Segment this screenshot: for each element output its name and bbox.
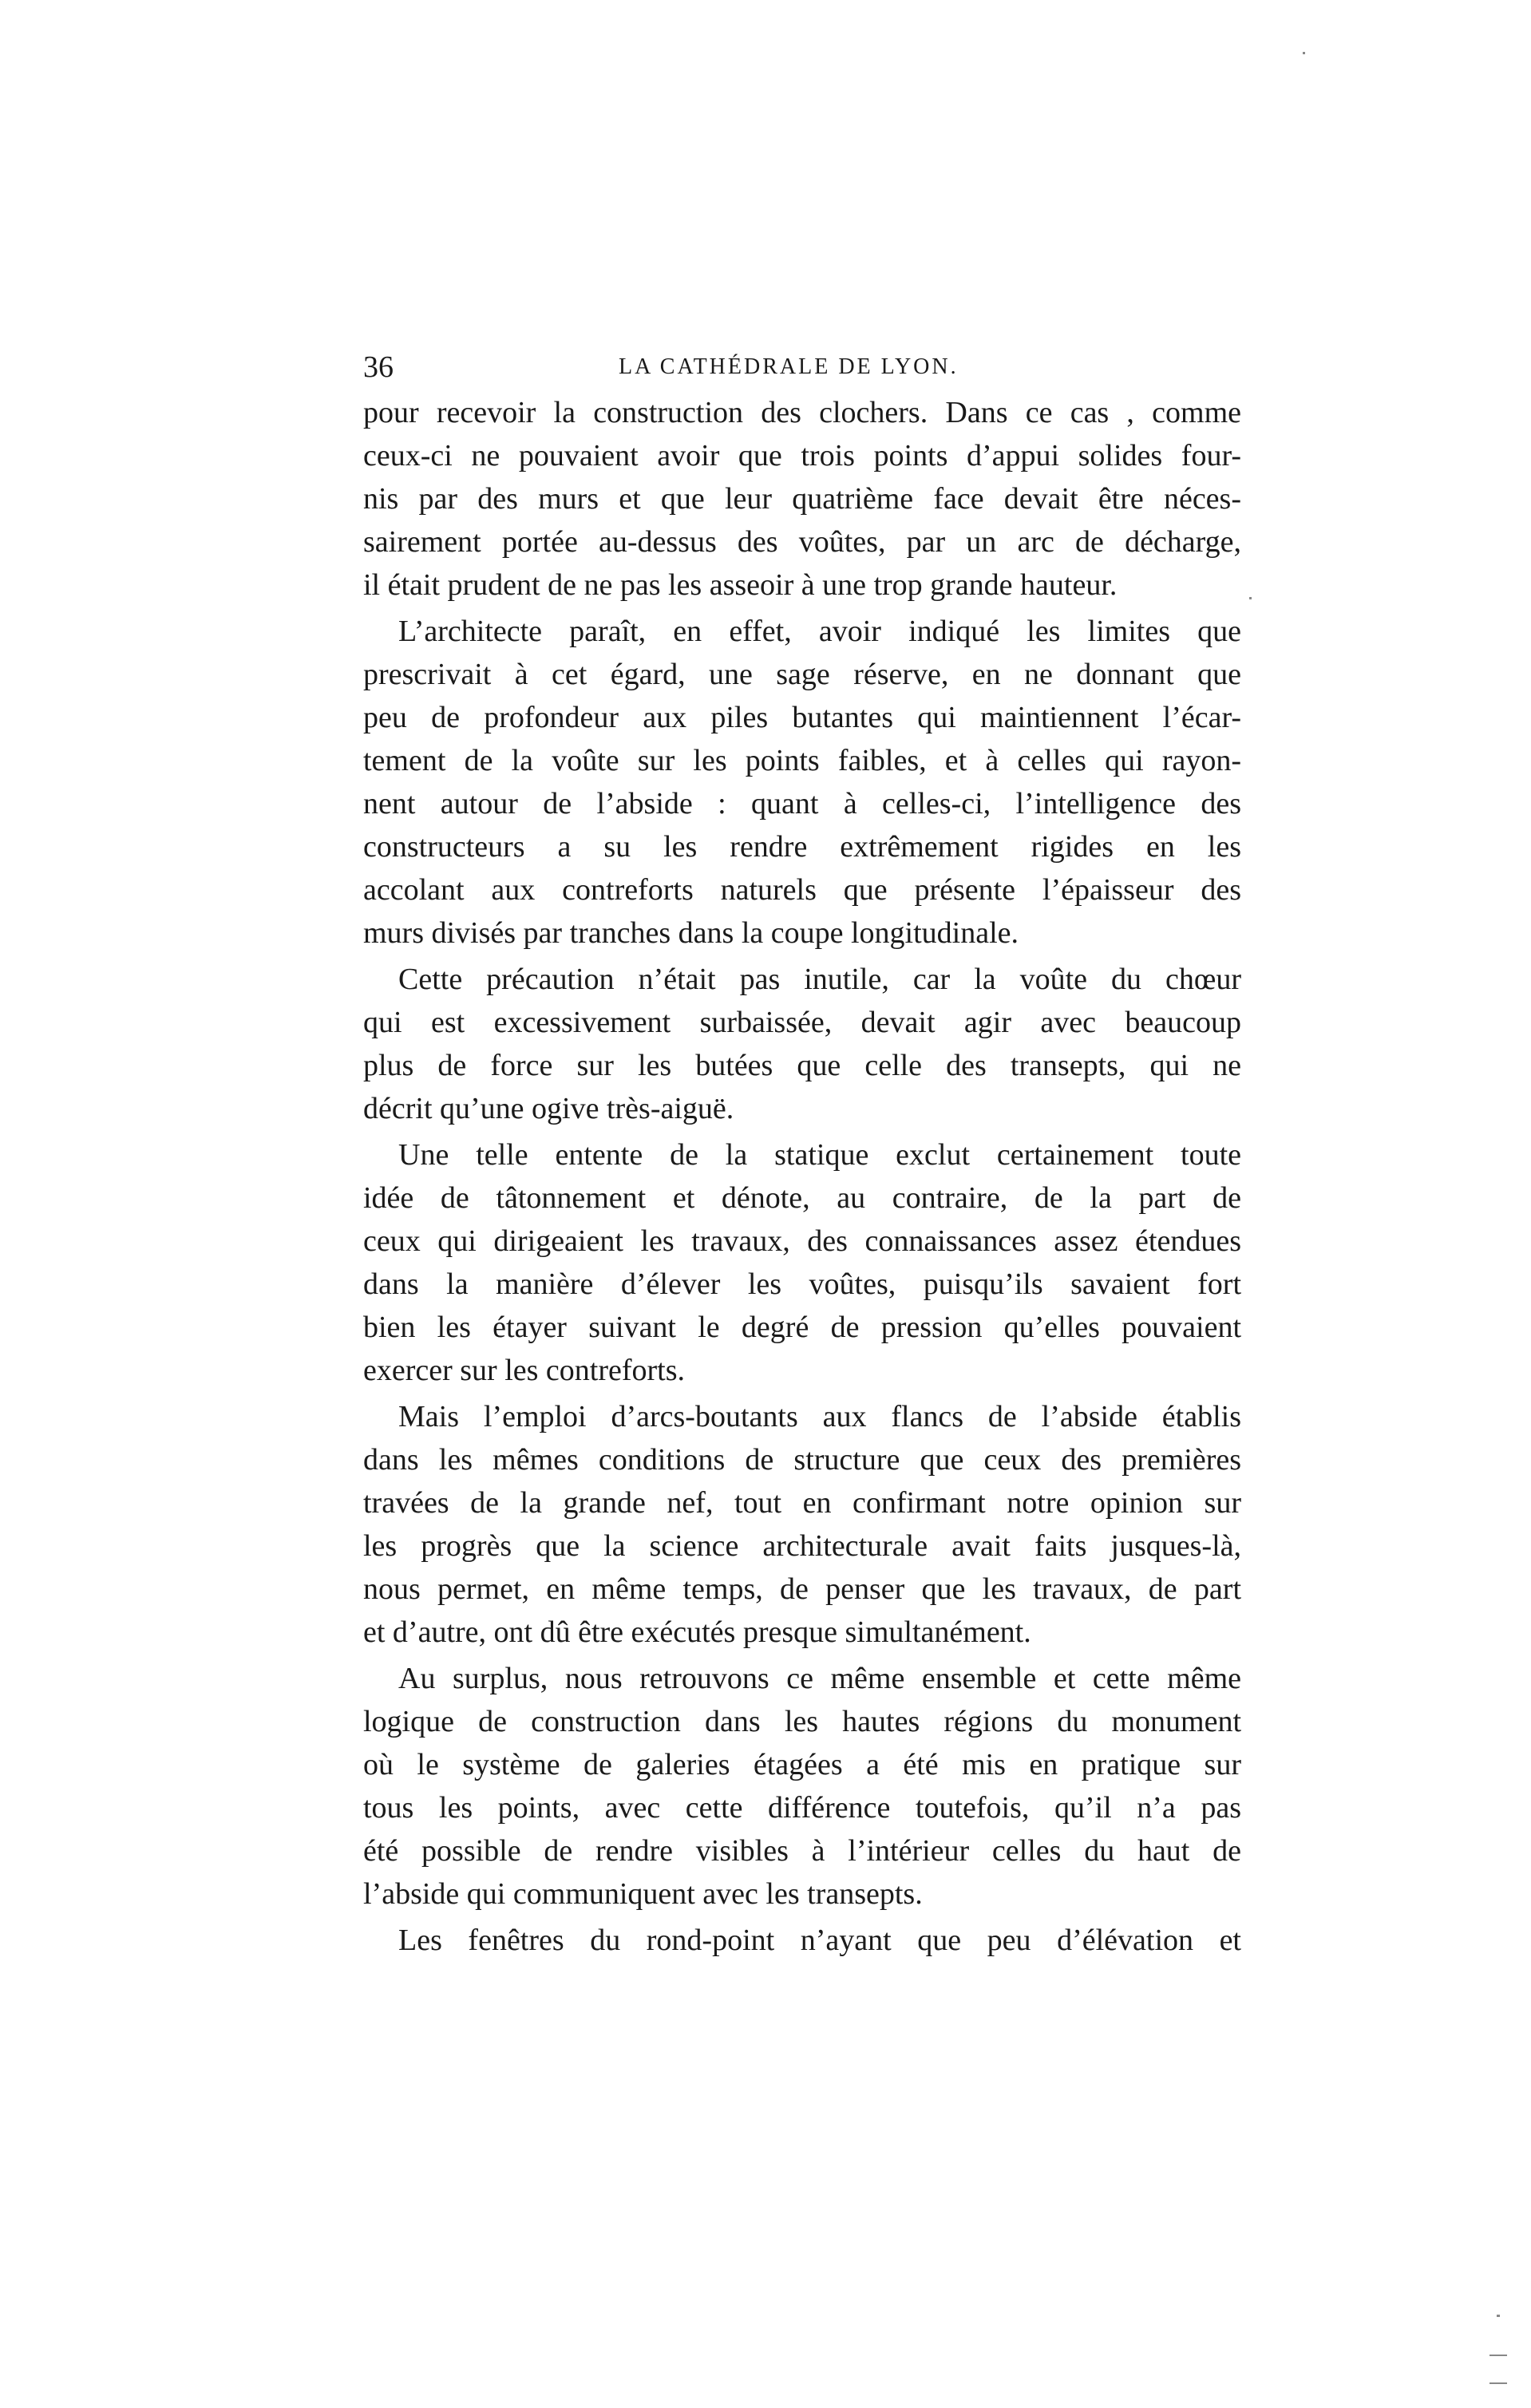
text-line: peu de profondeur aux piles butantes qui maintiennent l’écar-	[363, 701, 1241, 734]
text-line: dans la manière d’élever les voûtes, puisqu’ils savaient fort	[363, 1267, 1241, 1301]
text-line: nis par des murs et que leur quatrième face devait être néces-	[363, 482, 1241, 516]
scan-speck	[1249, 597, 1252, 599]
text-line: Une telle entente de la statique exclut certainement toute	[398, 1138, 1241, 1172]
text-line: travées de la grande nef, tout en confirmant notre opinion sur	[363, 1486, 1241, 1520]
text-line: ceux qui dirigeaient les travaux, des connaissances assez étendues	[363, 1224, 1241, 1258]
paragraph	[363, 958, 1241, 1130]
text-line: sairement portée au-dessus des voûtes, par un arc de décharge,	[363, 525, 1241, 559]
running-title: LA CATHÉDRALE DE LYON.	[619, 354, 959, 379]
text-line: logique de construction dans les hautes régions du monument	[363, 1705, 1241, 1738]
text-line: accolant aux contreforts naturels que présente l’épaisseur des	[363, 873, 1241, 907]
page-number: 36	[363, 350, 394, 384]
text-line: l’abside qui communiquent avec les transepts.	[363, 1877, 923, 1911]
text-line: qui est excessivement surbaissée, devait agir avec beaucoup	[363, 1006, 1241, 1039]
text-line: constructeurs a su les rendre extrêmement rigides en les	[363, 830, 1241, 864]
scan-speck	[1489, 2382, 1507, 2384]
text-line: été possible de rendre visibles à l’intérieur celles du haut de	[363, 1834, 1241, 1868]
text-line: plus de force sur les butées que celle des transepts, qui ne	[363, 1049, 1241, 1082]
body-text	[363, 391, 1241, 1962]
paragraph	[363, 1133, 1241, 1392]
text-line: pour recevoir la construction des clochers. Dans ce cas , comme	[363, 396, 1241, 429]
paragraph	[363, 391, 1241, 607]
text-line: idée de tâtonnement et dénote, au contraire, de la part de	[363, 1181, 1241, 1215]
paragraph	[363, 1919, 1241, 1962]
text-line: Cette précaution n’était pas inutile, car la voûte du chœur	[398, 963, 1241, 996]
text-line: décrit qu’une ogive très-aiguë.	[363, 1092, 734, 1125]
text-line: Les fenêtres du rond-point n’ayant que peu d’élévation et	[398, 1924, 1241, 1957]
paragraph	[363, 1395, 1241, 1654]
text-line: il était prudent de ne pas les asseoir à une trop grande hauteur.	[363, 568, 1118, 602]
running-head	[363, 343, 1241, 391]
paragraph	[363, 1657, 1241, 1916]
text-line: nous permet, en même temps, de penser que les travaux, de part	[363, 1572, 1241, 1606]
text-line: tement de la voûte sur les points faibles, et à celles qui rayon-	[363, 744, 1241, 777]
text-line: tous les points, avec cette différence toutefois, qu’il n’a pas	[363, 1791, 1241, 1825]
text-line: exercer sur les contreforts.	[363, 1354, 686, 1387]
text-line: bien les étayer suivant le degré de pression qu’elles pouvaient	[363, 1311, 1241, 1344]
paragraph	[363, 610, 1241, 955]
scan-speck	[1497, 2315, 1500, 2317]
text-line: prescrivait à cet égard, une sage réserve, en ne donnant que	[363, 658, 1241, 691]
scan-speck	[1489, 2355, 1507, 2356]
text-line: L’architecte paraît, en effet, avoir indiqué les limites que	[398, 615, 1241, 648]
text-line: et d’autre, ont dû être exécutés presque simultanément.	[363, 1615, 1031, 1649]
text-line: où le système de galeries étagées a été mis en pratique sur	[363, 1748, 1241, 1781]
text-line: nent autour de l’abside : quant à celles-ci, l’intelligence des	[363, 787, 1241, 820]
text-line: murs divisés par tranches dans la coupe longitudinale.	[363, 916, 1019, 950]
text-line: Au surplus, nous retrouvons ce même ensemble et cette même	[398, 1662, 1241, 1695]
text-line: les progrès que la science architecturale avait faits jusques-là,	[363, 1529, 1241, 1563]
text-line: dans les mêmes conditions de structure que ceux des premières	[363, 1443, 1241, 1477]
text-line: Mais l’emploi d’arcs-boutants aux flancs de l’abside établis	[398, 1400, 1241, 1433]
scan-speck	[1303, 52, 1305, 54]
text-line: ceux-ci ne pouvaient avoir que trois points d’appui solides four-	[363, 439, 1241, 473]
